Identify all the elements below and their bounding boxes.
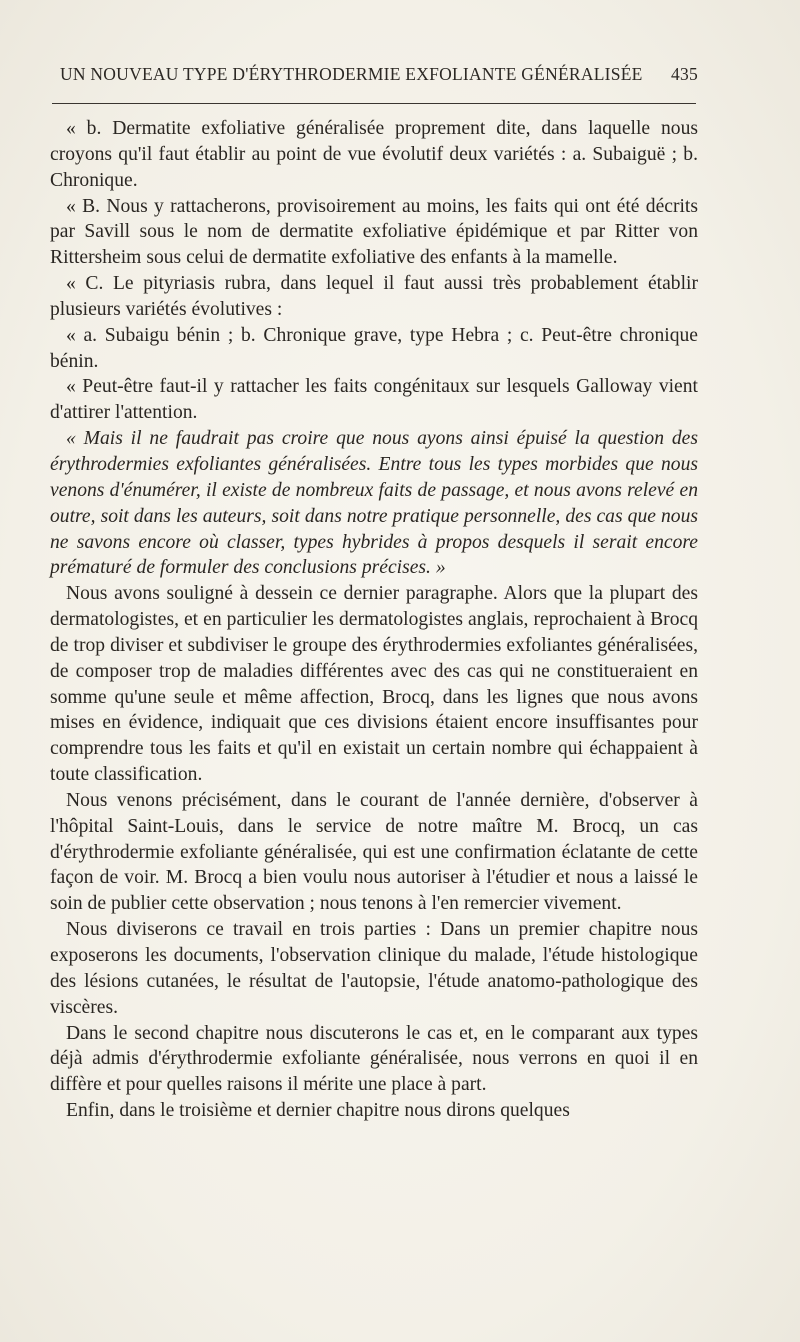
paragraph-varieties: « a. Subaigu bénin ; b. Chronique grave, type Hebra ; c. Peut-être chronique bénin. (50, 324, 698, 372)
paragraph-pityriasis-rubra: « C. Le pityriasis rubra, dans lequel il faut aussi très probablement établir plusieurs variétés évolutives : (50, 273, 698, 320)
paragraph-savill-ritter: « B. Nous y rattacherons, provisoirement au moins, les faits qui ont été décrits par Savill sous le nom de dermatite exfoliative épidémique et par Ritter von Rittersheim sous celui de dermatite exfoliative des enfants à la mamelle. (50, 195, 698, 269)
header-rule (52, 103, 696, 104)
paragraph-souligne: Nous avons souligné à dessein ce dernier paragraphe. Alors que la plupart des dermatologistes, et en particulier les dermatologistes anglais, reprochaient à Brocq de trop diviser et subdiviser le groupe des érythrodermies exfoliantes généralisées, de composer trop de maladies différentes avec des cas qui ne constitueraient en somme qu'une seule et même affection, Brocq, dans les lignes que nous avons mises en évidence, indiquait que ces divisions étaient encore insuffisantes pour comprendre tous les faits et qu'il en existait un certain nombre qui échappaient à toute classification. (50, 583, 698, 786)
paragraph-dermatite-exfoliative: « b. Dermatite exfoliative généralisée proprement dite, dans laquelle nous croyons qu'il faut établir au point de vue évolutif deux variétés : a. Subaiguë ; b. Chronique. (50, 118, 698, 191)
body-text (50, 116, 698, 1124)
paragraph-second-chapitre: Dans le second chapitre nous discuterons le cas et, en le comparant aux types déjà admis d'érythrodermie exfoliante généralisée, nous verrons en quoi il en diffère et pour quelles raisons il mérite une place à part. (50, 1022, 698, 1096)
paragraph-troisieme-chapitre: Enfin, dans le troisième et dernier chapitre nous dirons quelques (66, 1100, 570, 1122)
page-number: 435 (671, 64, 698, 84)
paragraph-galloway: « Peut-être faut-il y rattacher les faits congénitaux sur lesquels Galloway vient d'attirer l'attention. (50, 376, 698, 424)
page-header (50, 64, 698, 90)
paragraph-italic-quote: « Mais il ne faudrait pas croire que nous ayons ainsi épuisé la question des érythrodermies exfoliantes généralisées. Entre tous les types morbides que nous venons d'énumérer, il existe de nombreux faits de passage, et nous avons relevé en outre, soit dans les auteurs, soit dans notre pratique personnelle, des cas que nous ne savons encore où classer, types hybrides à propos desquels il serait encore prématuré de formuler des conclusions précises. » (50, 428, 698, 579)
paragraph-observation: Nous venons précisément, dans le courant de l'année dernière, d'observer à l'hôpital Saint-Louis, dans le service de notre maître M. Brocq, un cas d'érythrodermie exfoliante généralisée, qui est une confirmation éclatante de cette façon de voir. M. Brocq a bien voulu nous autoriser à l'étudier et nous a laissé le soin de publier cette observation ; nous tenons à l'en remercier vivement. (50, 789, 698, 915)
running-title: UN NOUVEAU TYPE D'ÉRYTHRODERMIE EXFOLIANTE GÉNÉRALISÉE (60, 64, 643, 84)
paragraph-trois-parties: Nous diviserons ce travail en trois parties : Dans un premier chapitre nous exposerons les documents, l'observation clinique du malade, l'étude histologique des lésions cutanées, le résultat de l'autopsie, l'étude anatomo-pathologique des viscères. (50, 919, 698, 1018)
